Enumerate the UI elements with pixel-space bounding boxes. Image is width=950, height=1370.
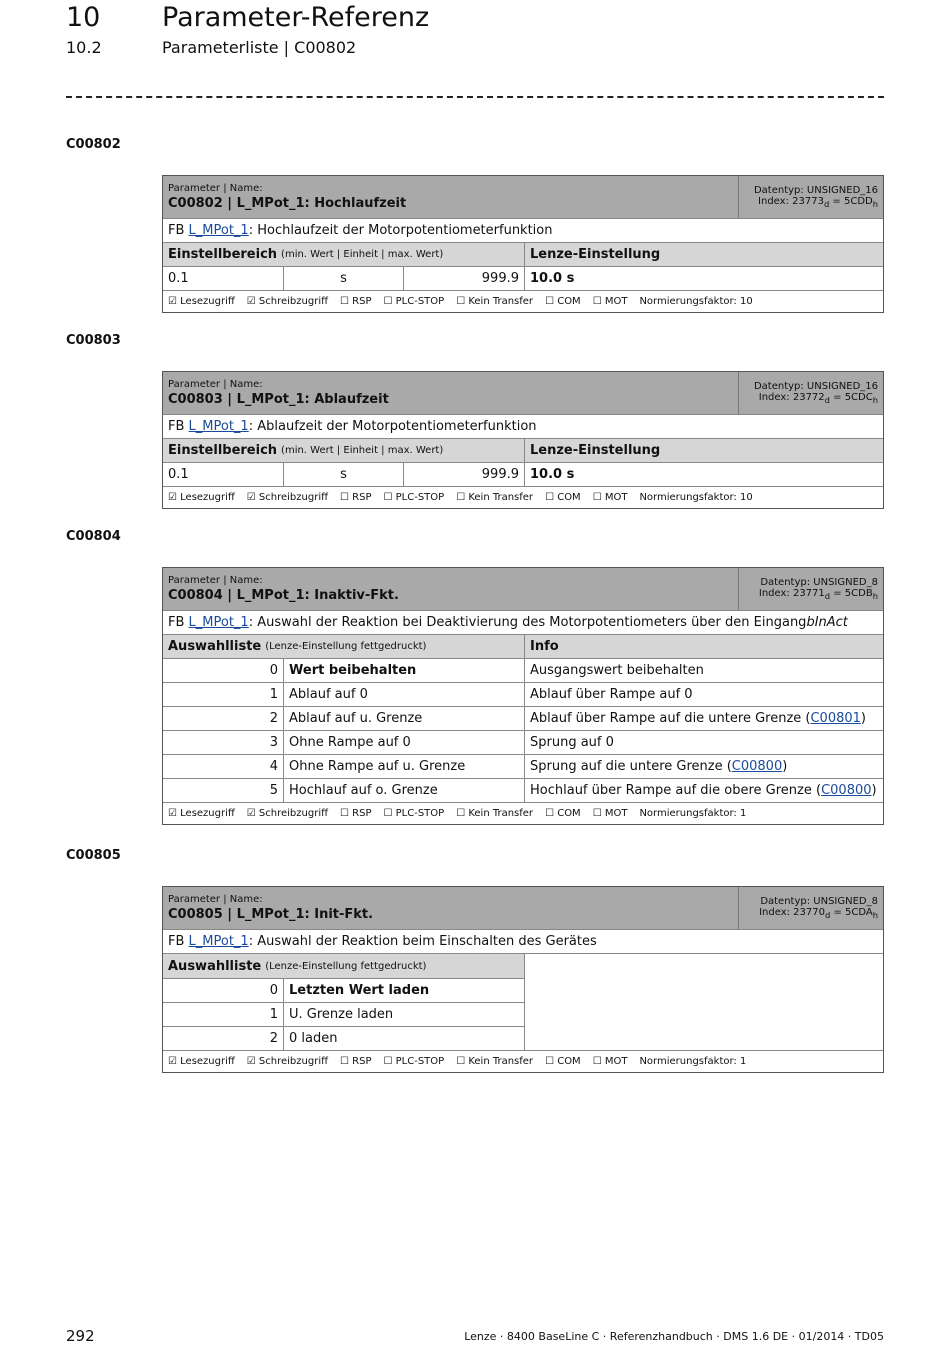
- fb-link[interactable]: L_MPot_1: [188, 223, 249, 238]
- param-name-cell: [163, 568, 738, 610]
- flag-plc-stop: ☐ PLC-STOP: [383, 808, 445, 819]
- max-value: 999.9: [403, 463, 524, 486]
- lenze-heading: Lenze-Einstellung: [524, 243, 883, 266]
- normalization-factor: Normierungsfaktor: 10: [639, 492, 753, 503]
- normalization-factor: Normierungsfaktor: 1: [639, 1056, 747, 1067]
- param-meta-cell: [738, 568, 883, 610]
- option-row: [163, 1002, 524, 1026]
- lenze-heading: Lenze-Einstellung: [524, 439, 883, 462]
- param-header: [163, 568, 883, 610]
- option-label: Wert beibehalten: [283, 659, 524, 682]
- column-header-row: Einstellbereich (min. Wert | Einheit | max. Wert) Lenze-Einstellung: [163, 438, 883, 462]
- param-name-label: Parameter | Name:: [168, 575, 263, 586]
- flag-plc-stop: ☐ PLC-STOP: [383, 296, 445, 307]
- param-meta-cell: [738, 372, 883, 414]
- chapter-title: Parameter-Referenz: [162, 2, 430, 33]
- flag-read: ☑ Lesezugriff: [168, 492, 235, 503]
- flags-row: [163, 1050, 883, 1072]
- flag-plc-stop: ☐ PLC-STOP: [383, 492, 445, 503]
- min-value: 0.1: [168, 467, 189, 482]
- section-label-c00804: C00804: [66, 529, 121, 544]
- section-label-c00803: C00803: [66, 333, 121, 348]
- param-name-label: Parameter | Name:: [168, 183, 263, 194]
- param-description: FB L_MPot_1 : Ablaufzeit der Motorpotentiometerfunktion: [163, 414, 883, 438]
- flag-com: ☐ COM: [545, 1056, 581, 1067]
- param-meta-cell: [738, 176, 883, 218]
- flag-rsp: ☐ RSP: [340, 808, 372, 819]
- input-name: bInAct: [806, 615, 848, 630]
- column-header-row: Auswahlliste (Lenze-Einstellung fettgedruckt) Info: [163, 634, 883, 658]
- min-value: 0.1: [168, 271, 189, 286]
- param-name-cell: [163, 887, 738, 929]
- normalization-factor: Normierungsfaktor: 1: [639, 808, 747, 819]
- option-label: Ohne Rampe auf 0: [283, 731, 524, 754]
- range-row: [163, 266, 883, 290]
- flag-read: ☑ Lesezugriff: [168, 808, 235, 819]
- description-text: : Auswahl der Reaktion beim Einschalten des Gerätes: [248, 934, 597, 949]
- param-header: [163, 887, 883, 929]
- max-value: 999.9: [403, 267, 524, 290]
- fb-link[interactable]: L_MPot_1: [188, 934, 249, 949]
- option-label: 0 laden: [283, 1027, 524, 1050]
- description-text: : Auswahl der Reaktion bei Deaktivierung des Motorpotentiometers über den Eingang: [248, 615, 807, 630]
- param-name: C00803 | L_MPot_1: Ablaufzeit: [168, 392, 389, 407]
- param-link-c00800[interactable]: C00800: [821, 783, 872, 798]
- option-info: Ablauf über Rampe auf 0: [524, 683, 883, 706]
- option-label: Ablauf auf u. Grenze: [283, 707, 524, 730]
- datatype: Datentyp: UNSIGNED_16: [753, 381, 878, 392]
- param-description: FB L_MPot_1 : Hochlaufzeit der Motorpotentiometerfunktion: [163, 218, 883, 242]
- param-table-c00802: [162, 175, 884, 313]
- column-header-row: Auswahlliste (Lenze-Einstellung fettgedruckt): [163, 954, 524, 978]
- param-link-c00800[interactable]: C00800: [731, 759, 783, 774]
- option-info: Hochlauf über Rampe auf die obere Grenze ( C00800 ): [524, 779, 883, 802]
- footer-info: Lenze · 8400 BaseLine C · Referenzhandbuch · DMS 1.6 DE · 01/2014 · TD05: [464, 1330, 884, 1343]
- option-value: 2: [269, 1031, 278, 1046]
- section-number: 10.2: [66, 38, 102, 57]
- flag-read: ☑ Lesezugriff: [168, 1056, 235, 1067]
- param-table-c00804: [162, 567, 884, 825]
- section-title: Parameterliste | C00802: [162, 38, 357, 57]
- flag-read: ☑ Lesezugriff: [168, 296, 235, 307]
- datatype: Datentyp: UNSIGNED_8: [760, 896, 878, 907]
- option-row: [163, 706, 883, 730]
- param-name-cell: [163, 176, 738, 218]
- range-heading: Einstellbereich: [168, 443, 278, 458]
- unit: s: [283, 267, 403, 290]
- param-name: C00804 | L_MPot_1: Inaktiv-Fkt.: [168, 588, 399, 603]
- option-value: 4: [269, 759, 278, 774]
- param-header: [163, 176, 883, 218]
- flag-com: ☐ COM: [545, 492, 581, 503]
- param-link-c00801[interactable]: C00801: [810, 711, 861, 726]
- option-value: 2: [269, 711, 278, 726]
- flag-rsp: ☐ RSP: [340, 1056, 372, 1067]
- option-value: 0: [269, 983, 278, 998]
- option-row: [163, 682, 883, 706]
- param-name-label: Parameter | Name:: [168, 894, 263, 905]
- chapter-number: 10: [66, 2, 101, 33]
- flag-rsp: ☐ RSP: [340, 492, 372, 503]
- lenze-value: 10.0 s: [524, 267, 883, 290]
- normalization-factor: Normierungsfaktor: 10: [639, 296, 753, 307]
- description-text: : Hochlaufzeit der Motorpotentiometerfunktion: [248, 223, 553, 238]
- lenze-value: 10.0 s: [524, 463, 883, 486]
- flags-row: [163, 486, 883, 508]
- index: Index: $23773_d = 5CDD_h$: [758, 196, 878, 209]
- index: Index: $23772_d = 5CDC_h$: [758, 392, 878, 405]
- flag-mot: ☐ MOT: [592, 492, 628, 503]
- page-number: 292: [66, 1327, 95, 1345]
- option-label: Ablauf auf 0: [283, 683, 524, 706]
- param-name: C00802 | L_MPot_1: Hochlaufzeit: [168, 196, 407, 211]
- option-value: 1: [269, 687, 278, 702]
- option-value: 0: [269, 663, 278, 678]
- range-heading: Einstellbereich: [168, 247, 278, 262]
- option-label: Letzten Wert laden: [283, 979, 524, 1002]
- flag-rsp: ☐ RSP: [340, 296, 372, 307]
- option-row: [163, 978, 524, 1002]
- datatype: Datentyp: UNSIGNED_8: [760, 577, 878, 588]
- param-name-label: Parameter | Name:: [168, 379, 263, 390]
- flag-write: ☑ Schreibzugriff: [246, 492, 328, 503]
- option-row: [163, 1026, 524, 1050]
- option-info: Sprung auf 0: [524, 731, 883, 754]
- description-text: : Ablaufzeit der Motorpotentiometerfunktion: [248, 419, 537, 434]
- option-info: Sprung auf die untere Grenze ( C00800 ): [524, 755, 883, 778]
- flag-com: ☐ COM: [545, 296, 581, 307]
- param-table-c00803: [162, 371, 884, 509]
- flag-no-transfer: ☐ Kein Transfer: [456, 296, 534, 307]
- option-info: Ausgangswert beibehalten: [524, 659, 883, 682]
- flag-no-transfer: ☐ Kein Transfer: [456, 808, 534, 819]
- section-label-c00802: C00802: [66, 137, 121, 152]
- flag-write: ☑ Schreibzugriff: [246, 296, 328, 307]
- param-header: [163, 372, 883, 414]
- option-value: 1: [269, 1007, 278, 1022]
- option-row: [163, 754, 883, 778]
- param-table-c00805: [162, 886, 884, 1073]
- selection-heading: Auswahlliste: [168, 958, 262, 974]
- flags-row: [163, 802, 883, 824]
- option-label: Ohne Rampe auf u. Grenze: [283, 755, 524, 778]
- empty-info-cell: [524, 954, 883, 1050]
- flag-mot: ☐ MOT: [592, 1056, 628, 1067]
- option-label: U. Grenze laden: [283, 1003, 524, 1026]
- fb-link[interactable]: L_MPot_1: [188, 615, 249, 630]
- option-row: [163, 778, 883, 802]
- flag-plc-stop: ☐ PLC-STOP: [383, 1056, 445, 1067]
- index: Index: $23770_d = 5CDA_h$: [759, 907, 878, 920]
- flag-write: ☑ Schreibzugriff: [246, 1056, 328, 1067]
- option-info: Ablauf über Rampe auf die untere Grenze ( C00801 ): [524, 707, 883, 730]
- option-label: Hochlauf auf o. Grenze: [283, 779, 524, 802]
- flag-write: ☑ Schreibzugriff: [246, 808, 328, 819]
- index: Index: $23771_d = 5CDB_h$: [758, 588, 878, 601]
- selection-heading: Auswahlliste: [168, 639, 262, 654]
- range-row: [163, 462, 883, 486]
- option-row: [163, 730, 883, 754]
- header-divider: [66, 96, 884, 98]
- option-row: [163, 658, 883, 682]
- flag-mot: ☐ MOT: [592, 808, 628, 819]
- option-value: 5: [269, 783, 278, 798]
- flag-mot: ☐ MOT: [592, 296, 628, 307]
- unit: s: [283, 463, 403, 486]
- column-header-row: Einstellbereich (min. Wert | Einheit | max. Wert) Lenze-Einstellung: [163, 242, 883, 266]
- flag-no-transfer: ☐ Kein Transfer: [456, 1056, 534, 1067]
- param-meta-cell: [738, 887, 883, 929]
- param-description: FB L_MPot_1 : Auswahl der Reaktion bei Deaktivierung des Motorpotentiometers über den Eingang bInAct: [163, 610, 883, 634]
- section-label-c00805: C00805: [66, 848, 121, 863]
- flag-no-transfer: ☐ Kein Transfer: [456, 492, 534, 503]
- flags-row: [163, 290, 883, 312]
- info-heading: Info: [524, 635, 883, 658]
- param-description: FB L_MPot_1 : Auswahl der Reaktion beim Einschalten des Gerätes: [163, 929, 883, 953]
- datatype: Datentyp: UNSIGNED_16: [753, 185, 878, 196]
- flag-com: ☐ COM: [545, 808, 581, 819]
- fb-link[interactable]: L_MPot_1: [188, 419, 249, 434]
- selection-block: [163, 953, 883, 1050]
- param-name-cell: [163, 372, 738, 414]
- option-value: 3: [269, 735, 278, 750]
- param-name: C00805 | L_MPot_1: Init-Fkt.: [168, 907, 374, 922]
